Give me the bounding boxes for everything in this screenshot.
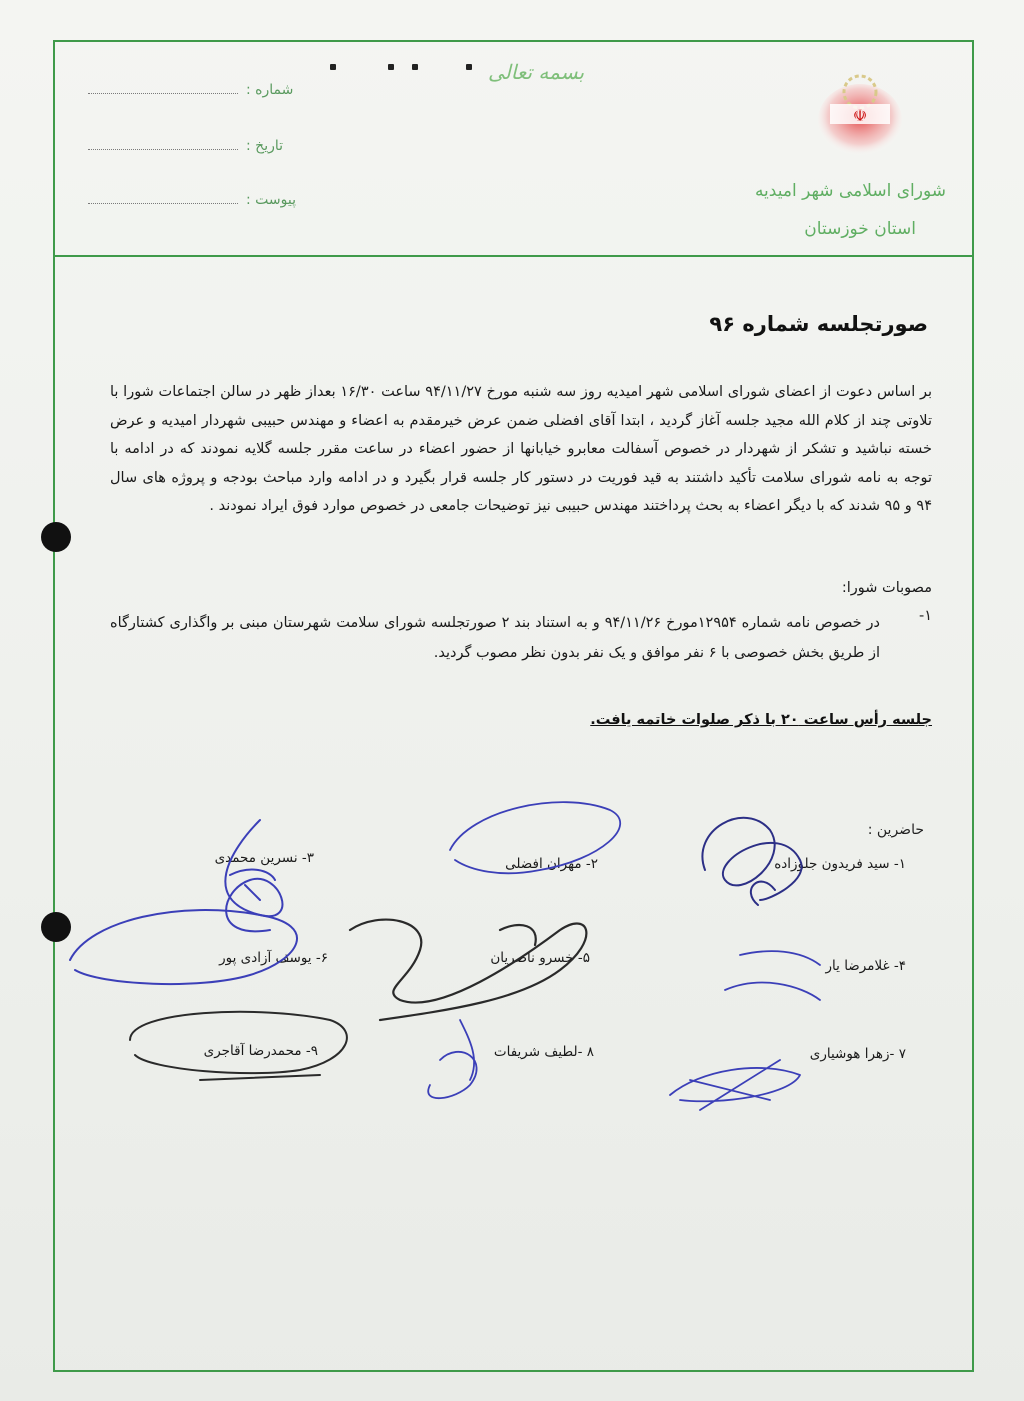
- svg-text:☫: ☫: [852, 106, 868, 125]
- approvals-label: مصوبات شورا:: [841, 580, 932, 596]
- punch-hole-bottom: [41, 912, 71, 942]
- attendees-label: حاضرین :: [867, 822, 924, 838]
- minutes-body: [110, 378, 932, 521]
- attendee-name: ۴- غلامرضا یار: [825, 958, 906, 974]
- attachment-dots: [88, 203, 238, 204]
- attendee-name: ۷ -زهرا هوشیاری: [809, 1046, 906, 1062]
- attendee-name: ۱- سید فریدون جلوزاده: [774, 856, 906, 872]
- attendee-name: ۳- نسرین محمدی: [214, 850, 314, 866]
- punch-hole-top: [41, 522, 71, 552]
- province-name: استان خوزستان: [804, 219, 916, 239]
- iran-emblem-logo: [800, 70, 920, 160]
- number-label: شماره :: [246, 82, 294, 98]
- number-field: [88, 82, 293, 98]
- council-name: شورای اسلامی شهر امیدیه: [754, 181, 946, 201]
- redaction-mark: [330, 64, 336, 70]
- attendee-name: ۸ -لطیف شریفات: [493, 1044, 594, 1060]
- page-title: صورتجلسه شماره ۹۶: [709, 312, 928, 336]
- approval-item-number: ۱-: [918, 608, 932, 624]
- attendee-name: ۵- خسرو ناصریان: [490, 950, 590, 966]
- body-paragraph: بر اساس دعوت از اعضای شورای اسلامی شهر امیدیه روز سه شنبه مورخ ۹۴/۱۱/۲۷ ساعت ۱۶/۳۰ بعداز ظهر در سالن اجتماعات شورا با تلاوتی چند از کلام الله مجید جلسه آغاز گردید ، ابتدا آقای افضلی ضمن عرض خیرمقدم به اعضاء و مهندس حبیبی شهردار امیدیه و عرض خسته نباشید و تشکر از شهردار در خصوص آسفالت معابرو خیابانها از حضور اعضاء در ساعت مقرر جلسه گلایه نمودند که در ادامه با توجه به نامه شورای سلامت تأکید داشتند به قید فوریت در دستور کار جلسه قرار بگیرد و در ادامه وارد مباحث بودجه و پروژه های سال ۹۴ و ۹۵ شدند که با دیگر اعضاء به بحث پرداختند مهندس حبیبی نیز توضیحات جامعی در خصوص موارد فوق ایراد نمودند .: [110, 384, 932, 515]
- attendee-name: ۹- محمدرضا آقاجری: [203, 1043, 318, 1059]
- bism-heading: بسمه تعالی: [488, 60, 585, 84]
- redaction-mark: [466, 64, 472, 70]
- header-divider: [53, 255, 974, 257]
- attendee-name: ۶- یوسف آزادی پور: [219, 950, 328, 966]
- date-field: [88, 138, 283, 154]
- redaction-mark: [412, 64, 418, 70]
- approval-item-text: در خصوص نامه شماره ۱۲۹۵۴مورخ ۹۴/۱۱/۲۶ و به استناد بند ۲ صورتجلسه شورای سلامت شهرستان مبنی بر واگذاری کشتارگاه از طریق بخش خصوصی با ۶ نفر موافق و یک نفر بدون نظر مصوب گردید.: [110, 615, 881, 661]
- attachment-field: [88, 192, 296, 208]
- attachment-label: پیوست :: [246, 192, 296, 208]
- redaction-mark: [388, 64, 394, 70]
- closing-statement: جلسه رأس ساعت ۲۰ با ذکر صلوات خاتمه یافت.: [590, 712, 932, 728]
- number-dots: [88, 93, 238, 94]
- council-name-block: [755, 172, 946, 248]
- date-label: تاریخ :: [246, 138, 284, 154]
- attendee-name: ۲- مهران افضلی: [505, 856, 598, 872]
- date-dots: [88, 149, 238, 150]
